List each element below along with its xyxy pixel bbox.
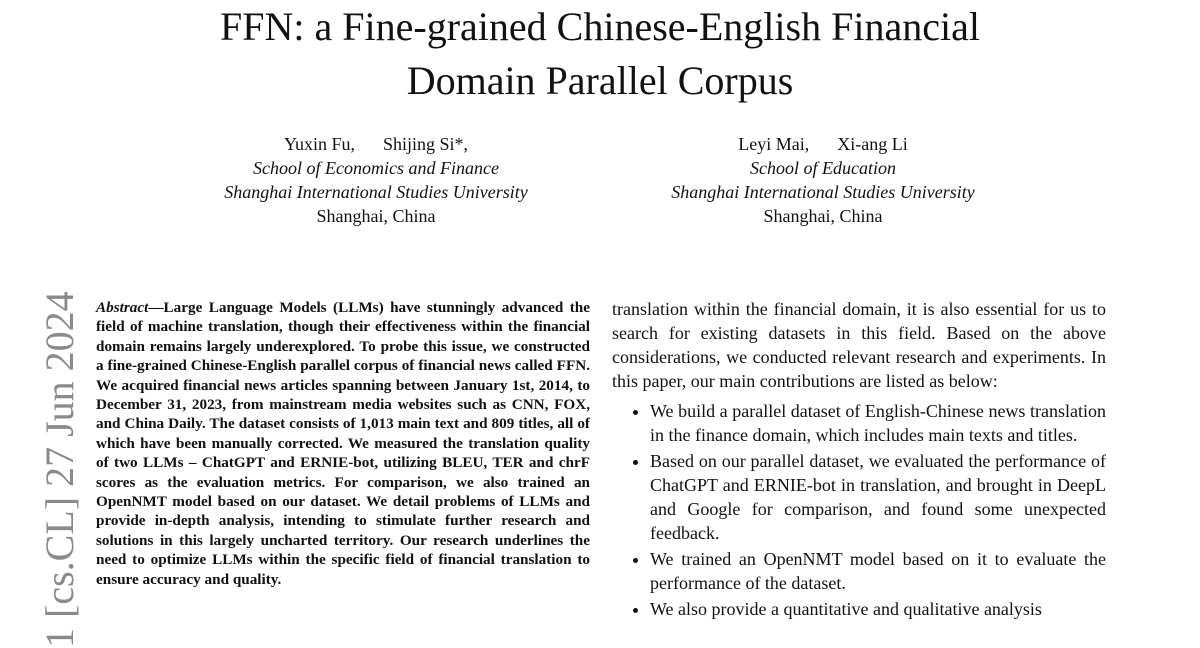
author-names-left (196, 132, 556, 156)
author-university: Shanghai International Studies University (224, 182, 528, 202)
author-school: School of Economics and Finance (253, 158, 499, 178)
author-block-left (196, 132, 556, 228)
abstract-label: Abstract (96, 299, 149, 316)
intro-paragraph: translation within the financial domain, it is also essential for us to search for existing datasets in this field. Based on the above considerations, we conducted relevant research and experiments. In this paper, our main contributions are listed as below: (612, 299, 1106, 391)
author-university: Shanghai International Studies University (671, 182, 975, 202)
author-school: School of Education (750, 158, 896, 178)
author-block-right (643, 132, 1003, 228)
contributions-list (612, 399, 1106, 621)
contribution-item: • We also provide a quantitative and qualitative analysis (650, 597, 1106, 621)
contribution-item: • We build a parallel dataset of English-Chinese news translation in the finance domain, which includes main texts and titles. (650, 399, 1106, 447)
author-location: Shanghai, China (316, 206, 436, 226)
introduction-column (612, 297, 1106, 623)
author-names-right (643, 132, 1003, 156)
arxiv-identifier-stamp: 1 [cs.CL] 27 Jun 2024 (37, 291, 82, 648)
author-name: Leyi Mai, (738, 134, 810, 154)
author-name: Xi-ang Li (837, 134, 908, 154)
title-line-2: Domain Parallel Corpus (406, 58, 794, 103)
author-name: Yuxin Fu, (283, 134, 355, 154)
abstract (96, 298, 590, 589)
contribution-item: • Based on our parallel dataset, we evaluated the performance of ChatGPT and ERNIE-bot in translation, and brought in DeepL and Google for comparison, and found some unexpected feedback. (650, 449, 1106, 545)
title-line-1: FFN: a Fine-grained Chinese-English Financial (220, 4, 980, 49)
author-location: Shanghai, China (763, 206, 883, 226)
author-name: Shijing Si*, (382, 134, 469, 154)
contribution-item: • We trained an OpenNMT model based on it to evaluate the performance of the dataset. (650, 547, 1106, 595)
paper-title (0, 0, 1200, 108)
abstract-text: —Large Language Models (LLMs) have stunningly advanced the field of machine translation, though their effectiveness within the financial domain remains largely underexplored. To probe this issue, we constructed a fine-grained Chinese-English parallel corpus of financial news called FFN. We acquired financial news articles spanning between January 1st, 2014, to December 31, 2023, from mainstream media websites such as CNN, FOX, and China Daily. The dataset consists of 1,013 main text and 809 titles, all of which have been manually corrected. We measured the translation quality of two LLMs – ChatGPT and ERNIE-bot, utilizing BLEU, TER and chrF scores as the evaluation metrics. For comparison, we also trained an OpenNMT model based on our dataset. We detail problems of LLMs and provide in-depth analysis, intending to stimulate further research and solutions in this largely uncharted territory. Our research underlines the need to optimize LLMs within the specific field of financial translation to ensure accuracy and quality. (96, 299, 590, 588)
